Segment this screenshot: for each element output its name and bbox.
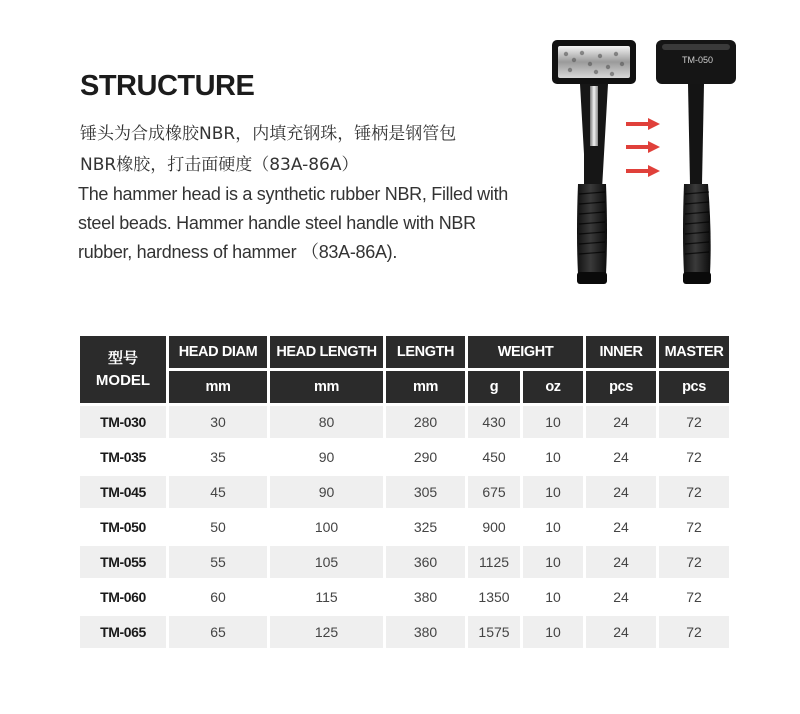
- weight-oz-cell: 10: [523, 441, 583, 473]
- master-cell: 72: [659, 406, 729, 438]
- table-row: [80, 616, 729, 648]
- head-diam-cell: 35: [169, 441, 267, 473]
- master-cell: 72: [659, 581, 729, 613]
- arrow-icons: [626, 118, 660, 177]
- weight-g-cell: 430: [468, 406, 520, 438]
- inner-cell: 24: [586, 406, 656, 438]
- head-diam-cell: 65: [169, 616, 267, 648]
- master-cell: 72: [659, 441, 729, 473]
- head-length-header: HEAD LENGTH: [270, 336, 383, 368]
- description-cn-line-2: NBR橡胶，打击面硬度（83A-86A）: [80, 155, 359, 175]
- inner-cell: 24: [586, 616, 656, 648]
- length-cell: 380: [386, 581, 465, 613]
- weight-oz-cell: 10: [523, 511, 583, 543]
- inner-cell: 24: [586, 581, 656, 613]
- head-length-cell: 105: [270, 546, 383, 578]
- head-diam-cell: 30: [169, 406, 267, 438]
- description-en: The hammer head is a synthetic rubber NBR, Filled with steel beads. Hammer handle steel handle with NBR rubber, hardness of hammer （83A-86A).: [78, 184, 508, 262]
- model-cell: TM-050: [80, 511, 166, 543]
- inner-cell: 24: [586, 546, 656, 578]
- head-length-cell: 125: [270, 616, 383, 648]
- inner-cell: 24: [586, 441, 656, 473]
- spec-table: [77, 333, 732, 651]
- model-cell: TM-035: [80, 441, 166, 473]
- model-cell: TM-060: [80, 581, 166, 613]
- weight-oz-cell: 10: [523, 616, 583, 648]
- description-cn-line-1: 锤头为合成橡胶NBR，内填充钢珠，锤柄是钢管包: [80, 124, 457, 144]
- table-row: [80, 546, 729, 578]
- length-cell: 280: [386, 406, 465, 438]
- model-cell: TM-045: [80, 476, 166, 508]
- inner-header: INNER: [586, 336, 656, 368]
- head-length-cell: 100: [270, 511, 383, 543]
- weight-g-unit: g: [468, 371, 520, 403]
- head-length-cell: 90: [270, 441, 383, 473]
- master-header: MASTER: [659, 336, 729, 368]
- inner-cell: 24: [586, 476, 656, 508]
- weight-g-cell: 900: [468, 511, 520, 543]
- head-length-cell: 80: [270, 406, 383, 438]
- head-diam-header: HEAD DIAM: [169, 336, 267, 368]
- weight-oz-cell: 10: [523, 581, 583, 613]
- weight-g-cell: 1350: [468, 581, 520, 613]
- master-cell: 72: [659, 616, 729, 648]
- weight-g-cell: 450: [468, 441, 520, 473]
- inner-unit: pcs: [586, 371, 656, 403]
- head-length-cell: 115: [270, 581, 383, 613]
- head-diam-unit: mm: [169, 371, 267, 403]
- weight-header: WEIGHT: [468, 336, 583, 368]
- master-cell: 72: [659, 476, 729, 508]
- head-diam-cell: 50: [169, 511, 267, 543]
- head-length-cell: 90: [270, 476, 383, 508]
- weight-oz-unit: oz: [523, 371, 583, 403]
- head-diam-cell: 55: [169, 546, 267, 578]
- table-row: [80, 581, 729, 613]
- cutaway-hammer: [552, 40, 636, 284]
- model-header-en: MODEL: [95, 371, 151, 389]
- table-row: [80, 441, 729, 473]
- weight-g-cell: 675: [468, 476, 520, 508]
- table-row: [80, 511, 729, 543]
- length-header: LENGTH: [386, 336, 465, 368]
- model-cell: TM-055: [80, 546, 166, 578]
- length-cell: 325: [386, 511, 465, 543]
- page-title: STRUCTURE: [80, 70, 255, 102]
- model-cell: TM-030: [80, 406, 166, 438]
- weight-g-cell: 1575: [468, 616, 520, 648]
- head-diam-cell: 60: [169, 581, 267, 613]
- table-row: [80, 406, 729, 438]
- model-cell: TM-065: [80, 616, 166, 648]
- weight-g-cell: 1125: [468, 546, 520, 578]
- solid-hammer: [656, 40, 736, 284]
- length-cell: 380: [386, 616, 465, 648]
- inner-cell: 24: [586, 511, 656, 543]
- weight-oz-cell: 10: [523, 406, 583, 438]
- length-cell: 360: [386, 546, 465, 578]
- head-length-unit: mm: [270, 371, 383, 403]
- length-unit: mm: [386, 371, 465, 403]
- master-unit: pcs: [659, 371, 729, 403]
- weight-oz-cell: 10: [523, 476, 583, 508]
- hammer-structure-illustration: [548, 34, 748, 294]
- weight-oz-cell: 10: [523, 546, 583, 578]
- length-cell: 290: [386, 441, 465, 473]
- master-cell: 72: [659, 511, 729, 543]
- model-header: [80, 336, 166, 403]
- table-row: [80, 476, 729, 508]
- master-cell: 72: [659, 546, 729, 578]
- hammer-label: TM-050: [682, 55, 714, 65]
- length-cell: 305: [386, 476, 465, 508]
- head-diam-cell: 45: [169, 476, 267, 508]
- model-header-cn: 型号: [107, 349, 138, 367]
